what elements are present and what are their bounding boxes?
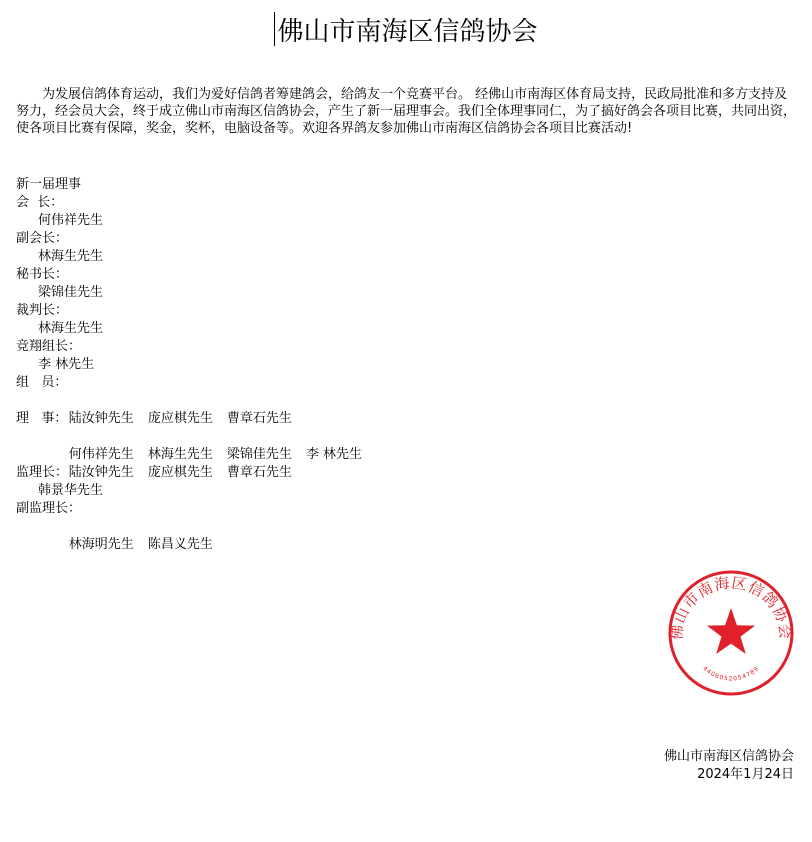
president-label: 会 长： bbox=[16, 195, 64, 210]
race-leader-label: 竞翔组长： bbox=[16, 339, 82, 354]
vice-president-name: 林海生先生 bbox=[38, 249, 104, 264]
director-name: 林海生先生 bbox=[147, 447, 213, 462]
svg-text:4406052054789 bbox=[701, 665, 760, 682]
signature-block bbox=[664, 748, 794, 784]
seal-number: 4406052054789 bbox=[701, 664, 761, 683]
intro-paragraph: 为发展信鸽体育运动，我们为爱好信鸽者筹建鸽会，给鸽友一个竞赛平台。 经佛山市南海区体育局支持，民政局批准和多方支持及努力，经会员大会，终于成立佛山市南海区信鸽协会，产生了新一届理事会。我们全体理事同仁，为了搞好鸽会各项目比赛，共同出资，使各项目比赛有保障，奖金，奖杯，电脑设备等。欢迎各界鸽友参加佛山市南海区信鸽协会各项目比赛活动! bbox=[16, 87, 797, 136]
vice-supervisor-name: 林海明先生 bbox=[68, 537, 134, 552]
director-name: 梁锦佳先生 bbox=[226, 447, 292, 462]
official-seal-stamp bbox=[666, 568, 796, 698]
director-name: 何伟祥先生 bbox=[68, 447, 134, 462]
text-cursor bbox=[274, 12, 275, 46]
vice-president-label: 副会长： bbox=[16, 231, 69, 246]
vice-supervisor-names bbox=[16, 518, 616, 552]
referee-label: 裁判长： bbox=[16, 303, 69, 318]
members-label: 组 员： bbox=[16, 375, 68, 390]
race-leader-name: 李 林先生 bbox=[38, 357, 95, 372]
page-title: 佛山市南海区信鸽协会 bbox=[277, 17, 538, 47]
director-name: 庞应棋先生 bbox=[147, 465, 213, 480]
supervisor-label: 监理长： bbox=[16, 465, 69, 480]
seal-text: 佛山市南海区信鸽协会 bbox=[667, 573, 795, 641]
director-name: 陆汝钟先生 bbox=[68, 465, 134, 480]
directors-row-1 bbox=[16, 428, 616, 462]
footer-date: 2024年1月24日 bbox=[697, 767, 794, 782]
directors-label: 理 事： bbox=[16, 411, 68, 426]
president-name: 何伟祥先生 bbox=[38, 213, 104, 228]
member-name: 庞应棋先生 bbox=[147, 411, 213, 426]
vice-supervisor-label: 副监理长： bbox=[16, 501, 82, 516]
roster-heading: 新一届理事 bbox=[16, 177, 82, 192]
secretary-name: 梁锦佳先生 bbox=[38, 285, 104, 300]
director-name: 曹章石先生 bbox=[226, 465, 292, 480]
secretary-label: 秘书长： bbox=[16, 267, 69, 282]
star-icon bbox=[707, 608, 755, 654]
referee-name: 林海生先生 bbox=[38, 321, 104, 336]
member-name: 曹章石先生 bbox=[226, 411, 292, 426]
director-name: 李 林先生 bbox=[305, 447, 362, 462]
vice-supervisor-name: 陈昌义先生 bbox=[147, 537, 213, 552]
member-name: 陆汝钟先生 bbox=[68, 411, 134, 426]
committee-roster bbox=[16, 176, 616, 552]
footer-org: 佛山市南海区信鸽协会 bbox=[663, 749, 794, 764]
supervisor-name: 韩景华先生 bbox=[38, 483, 104, 498]
page-title-wrap bbox=[0, 12, 812, 52]
